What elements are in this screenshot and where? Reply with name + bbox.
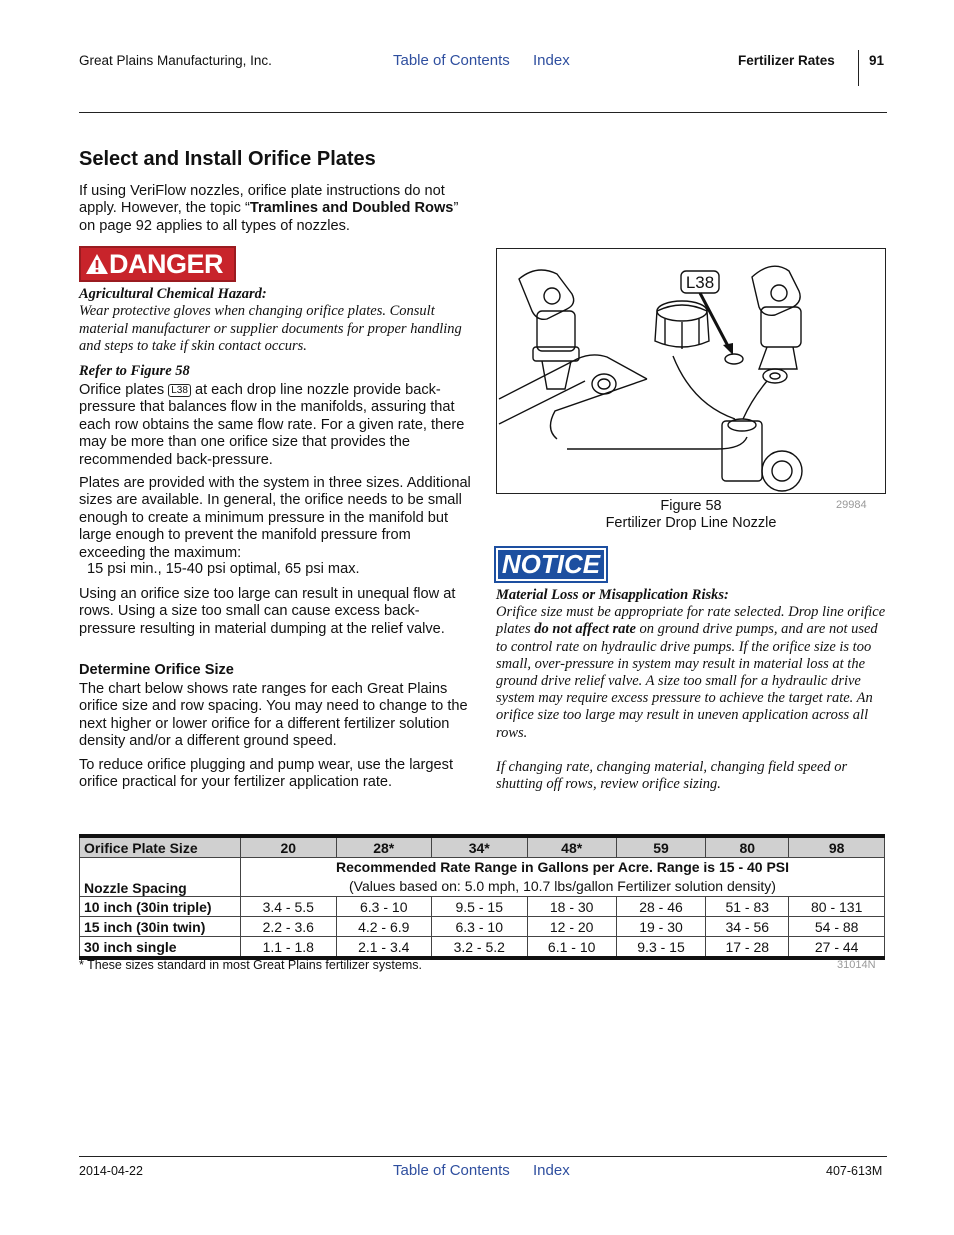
table-cell: 6.3 - 10	[336, 897, 432, 917]
table-cell: 6.3 - 10	[432, 917, 528, 937]
table-cell: 2.1 - 3.4	[336, 937, 432, 959]
table-footnote: * These sizes standard in most Great Plains fertilizer systems.	[79, 958, 422, 972]
orifice-rate-table	[79, 834, 885, 960]
table-cell: 9.3 - 15	[616, 937, 705, 959]
pressure-line: 15 psi min., 15-40 psi optimal, 65 psi max.	[87, 561, 360, 577]
row-label: 10 inch (30in triple)	[80, 897, 241, 917]
notice-label: NOTICE	[496, 548, 606, 581]
figure-58-frame	[496, 248, 886, 494]
table-cell: 19 - 30	[616, 917, 705, 937]
range-description	[241, 858, 885, 897]
nozzle-spacing-header: Nozzle Spacing	[80, 858, 241, 897]
table-cell: 51 - 83	[706, 897, 789, 917]
table-cell: 6.1 - 10	[527, 937, 616, 959]
table-header-row	[80, 836, 885, 858]
size-cell: 28*	[336, 836, 432, 858]
toc-link-footer[interactable]: Table of Contents	[393, 1162, 510, 1179]
orifice-text-1: Orifice plates	[79, 382, 169, 398]
drop-line-nozzle-illustration	[497, 249, 885, 493]
table-subheader-row	[80, 858, 885, 897]
notice-text-1: Orifice size must be appropriate for rate selected. Drop line orifice plates	[496, 604, 886, 638]
toc-link-header[interactable]: Table of Contents	[393, 52, 510, 69]
notice-body-2: If changing rate, changing material, changing field speed or shutting off rows, review orifice sizing.	[496, 758, 848, 793]
page-number: 91	[869, 53, 885, 68]
page-title: Select and Install Orifice Plates	[79, 148, 376, 170]
intro-text-1: If using VeriFlow nozzles, orifice plate instructions do not apply. However, the topic “	[79, 183, 445, 217]
table-cell: 3.2 - 5.2	[432, 937, 528, 959]
company-name: Great Plains Manufacturing, Inc.	[79, 53, 272, 68]
danger-text: DANGER	[109, 248, 224, 279]
table-cell: 4.2 - 6.9	[336, 917, 432, 937]
warning-triangle-icon	[85, 252, 109, 276]
row-label: 15 inch (30in twin)	[80, 917, 241, 937]
table-id: 31014N	[837, 959, 876, 971]
header-divider	[858, 50, 859, 86]
table-cell: 17 - 28	[706, 937, 789, 959]
figure-caption	[496, 498, 886, 533]
table-cell: 1.1 - 1.8	[241, 937, 337, 959]
determine-heading: Determine Orifice Size	[79, 662, 234, 678]
intro-bold: Tramlines and Doubled Rows	[249, 200, 454, 217]
danger-heading: Agricultural Chemical Hazard:	[79, 286, 267, 302]
footer-date: 2014-04-22	[79, 1164, 143, 1178]
notice-message	[496, 587, 886, 793]
intro-text-2: ” on page 92 applies to all types of nozzles.	[79, 200, 459, 234]
size-cell: 98	[789, 836, 885, 858]
danger-body: Wear protective gloves when changing orifice plates. Consult material manufacturer or supplier documents for proper handling and steps to take if skin contact occurs.	[79, 303, 462, 354]
table-cell: 9.5 - 15	[432, 897, 528, 917]
notice-text-2: on ground drive pumps, and are not used to control rate on hydraulic drive pumps. If the orifice size is too small, over-pressure in system may result in material loss at the ground drive relief valve. A size too small for a hydraulic drive system may require excess pressure to achieve the target rate. An orifice size too large may result in uneven application across all rows.	[496, 621, 878, 741]
size-cell: 59	[616, 836, 705, 858]
intro-paragraph	[79, 183, 471, 235]
determine-paragraph: The chart below shows rate ranges for each Great Plains orifice size and row spacing. You may need to change to the next higher or lower orifice for a different fertilizer solution density and/or a different ground speed.	[79, 681, 468, 750]
footer-rule	[79, 1156, 887, 1157]
table-row	[80, 937, 885, 959]
index-link-footer[interactable]: Index	[533, 1162, 570, 1179]
section-title: Fertilizer Rates	[738, 53, 835, 68]
orifice-size-header: Orifice Plate Size	[80, 836, 241, 858]
figure-number: Figure 58	[660, 498, 722, 514]
table-row	[80, 917, 885, 937]
notice-heading: Material Loss or Misapplication Risks:	[496, 587, 729, 603]
notice-body	[496, 604, 886, 742]
notice-bold: do not affect rate	[534, 621, 636, 638]
range-title: Recommended Rate Range in Gallons per Acre. Range is 15 - 40 PSI	[335, 859, 790, 875]
figure-part-id: 29984	[836, 499, 867, 511]
table-cell: 12 - 20	[527, 917, 616, 937]
table-cell: 80 - 131	[789, 897, 885, 917]
orifice-paragraph	[79, 382, 471, 469]
doc-number: 407-613M	[826, 1164, 883, 1178]
header-rule	[79, 112, 887, 113]
danger-label	[79, 246, 236, 282]
callout-badge: L38	[168, 384, 191, 397]
size-cell: 80	[706, 836, 789, 858]
table-cell: 27 - 44	[789, 937, 885, 959]
table-row	[80, 897, 885, 917]
table-cell: 2.2 - 3.6	[241, 917, 337, 937]
figure-callout: L38	[685, 273, 715, 292]
table-cell: 3.4 - 5.5	[241, 897, 337, 917]
table-cell: 54 - 88	[789, 917, 885, 937]
figure-title: Fertilizer Drop Line Nozzle	[605, 515, 777, 532]
reduce-paragraph: To reduce orifice plugging and pump wear, use the largest orifice practical for your fertilizer application rate.	[79, 757, 453, 791]
table-cell: 34 - 56	[706, 917, 789, 937]
unequal-paragraph: Using an orifice size too large can result in unequal flow at rows. Using a size too small can cause excess back-pressure resulting in material dumping at the relief valve.	[79, 586, 456, 637]
size-cell: 34*	[432, 836, 528, 858]
range-note: (Values based on: 5.0 mph, 10.7 lbs/gallon Fertilizer solution density)	[349, 878, 776, 894]
table-cell: 28 - 46	[616, 897, 705, 917]
sizes-paragraph: Plates are provided with the system in three sizes. Additional sizes are available. In general, the orifice needs to be small enough to create a minimum pressure in the manifold but large enough to prevent the manifold pressure from exceeding the maximum:	[79, 475, 471, 561]
index-link-header[interactable]: Index	[533, 52, 570, 69]
table-cell: 18 - 30	[527, 897, 616, 917]
danger-message	[79, 286, 471, 355]
figure-reference: Refer to Figure 58	[79, 363, 190, 379]
row-label: 30 inch single	[80, 937, 241, 959]
size-cell: 20	[241, 836, 337, 858]
size-cell: 48*	[527, 836, 616, 858]
orifice-text-2: at each drop line nozzle provide back-pressure that balances flow in the manifolds, assuring that each row obtains the same flow rate. For a given rate, there may be more than one orifice size that provides the recommended back-pressure.	[79, 382, 465, 468]
